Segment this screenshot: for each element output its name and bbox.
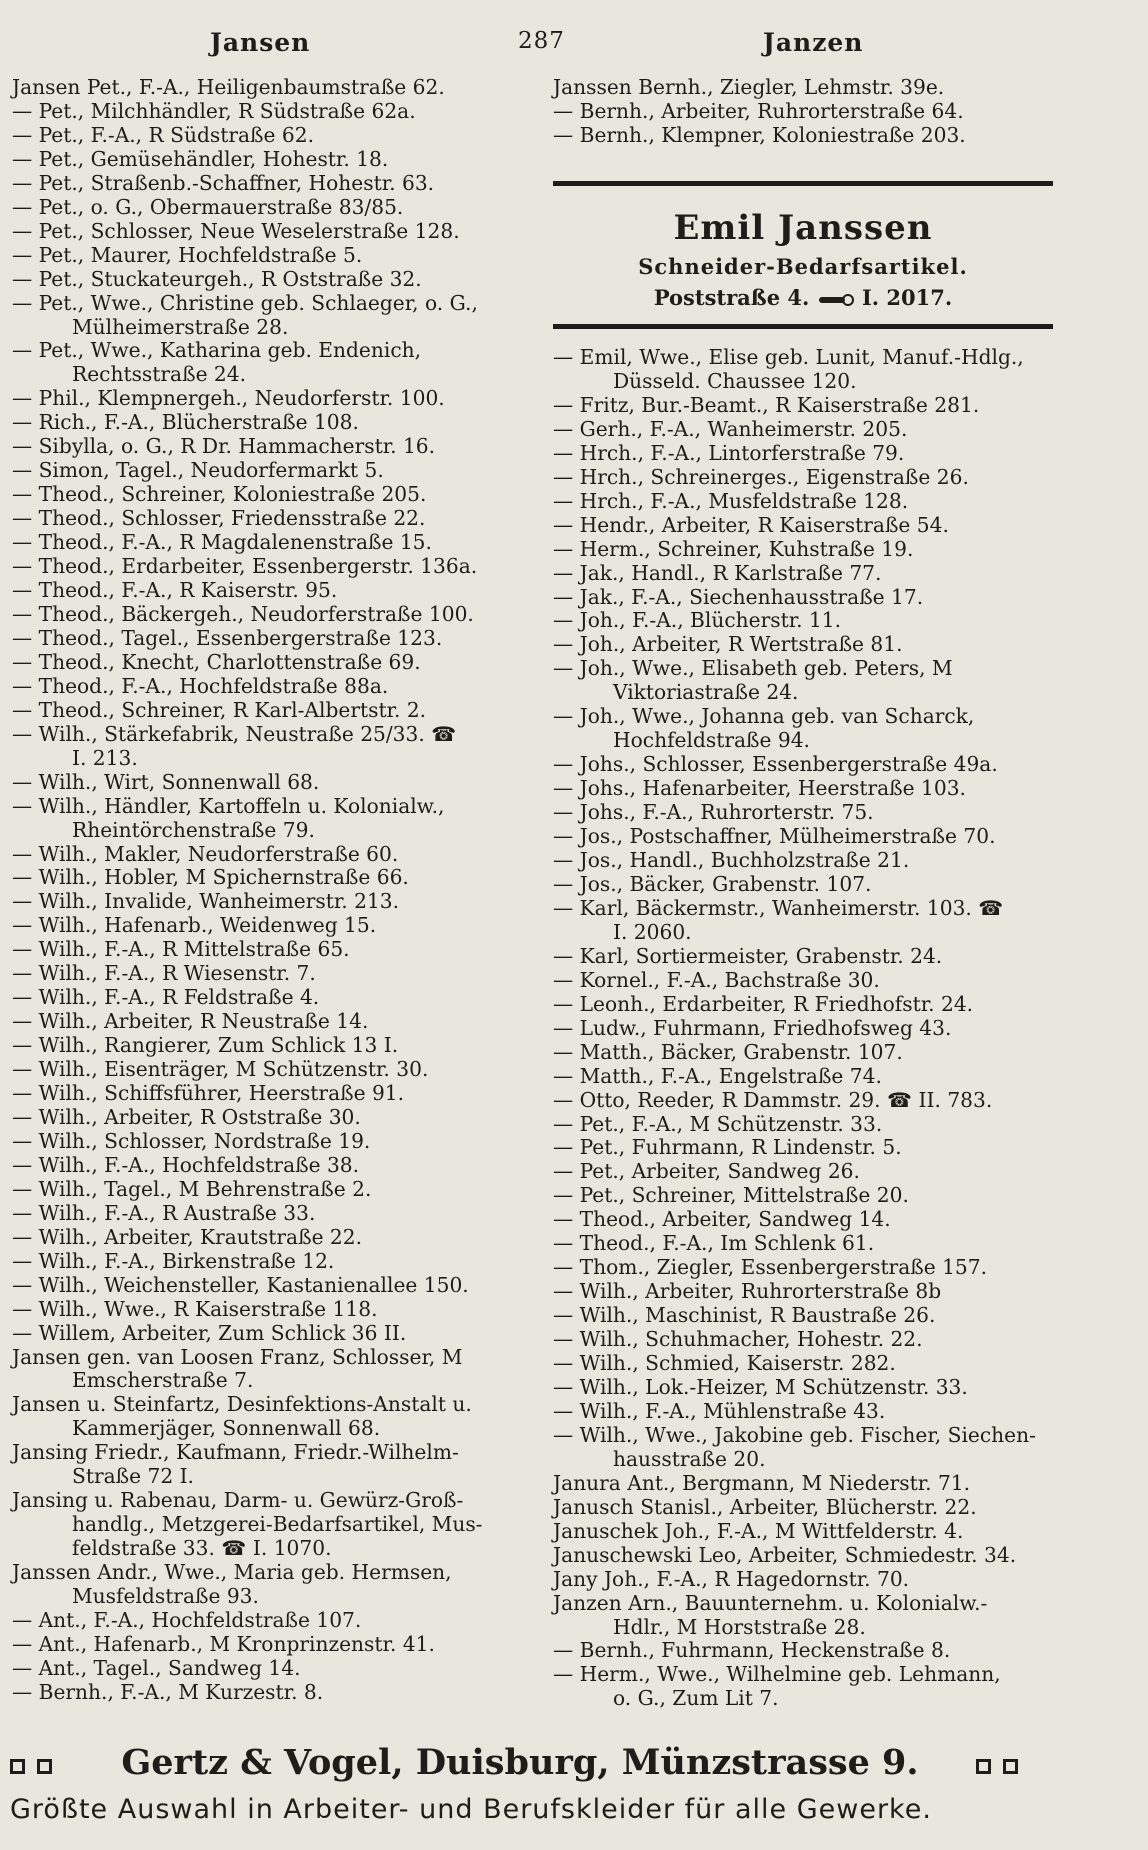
- square-bullet-icon: [37, 1759, 52, 1774]
- directory-entry-line: — Matth., Bäcker, Grabenstr. 107.: [553, 1039, 903, 1064]
- directory-entry-line: Kammerjäger, Sonnenwall 68.: [72, 1416, 381, 1441]
- directory-entry-line: — Fritz, Bur.-Beamt., R Kaiserstraße 281.: [553, 392, 980, 417]
- directory-entry-line: — Karl, Bäckermstr., Wanheimerstr. 103. ☎: [553, 895, 1004, 920]
- footer-company: Gertz & Vogel, Duisburg, Münzstrasse 9.: [121, 1742, 919, 1783]
- directory-entry-line: Emscherstraße 7.: [72, 1368, 254, 1393]
- directory-entry-line: — Theod., Tagel., Essenbergerstraße 123.: [12, 625, 443, 650]
- footer-slogan: Größte Auswahl in Arbeiter- und Berufskleider für alle Gewerke.: [10, 1794, 932, 1825]
- square-bullet-icon: [1003, 1759, 1018, 1774]
- directory-entry-line: — Wilh., Arbeiter, R Oststraße 30.: [12, 1104, 361, 1129]
- right-column-bottom: [553, 346, 1053, 1711]
- directory-entry-line: — Pet., F.-A., M Schützenstr. 33.: [553, 1111, 883, 1136]
- directory-entry-line: — Wilh., Wirt, Sonnenwall 68.: [12, 769, 320, 794]
- directory-entry-line: — Wilh., Wwe., Jakobine geb. Fischer, Siechen-: [553, 1422, 1036, 1447]
- directory-entry-line: — Johs., F.-A., Ruhrorterstr. 75.: [553, 800, 874, 825]
- directory-entry-line: — Jak., F.-A., Siechenhausstraße 17.: [553, 584, 924, 609]
- directory-entry-line: — Wilh., Arbeiter, R Neustraße 14.: [12, 1009, 369, 1034]
- directory-entry-line: — Simon, Tagel., Neudorfermarkt 5.: [12, 458, 384, 483]
- square-bullet-icon: [10, 1759, 25, 1774]
- directory-entry-line: — Kornel., F.-A., Bachstraße 30.: [553, 967, 880, 992]
- directory-entry-line: feldstraße 33. ☎ I. 1070.: [72, 1536, 332, 1561]
- directory-entry-line: — Joh., Wwe., Elisabeth geb. Peters, M: [553, 656, 953, 681]
- directory-entry-line: — Wilh., Weichensteller, Kastanienallee 150.: [12, 1272, 469, 1297]
- directory-entry-line: — Wilh., Rangierer, Zum Schlick 13 I.: [12, 1033, 399, 1058]
- directory-entry-line: — Johs., Hafenarbeiter, Heerstraße 103.: [553, 776, 966, 801]
- directory-entry-line: — Pet., Schlosser, Neue Weselerstraße 128.: [12, 218, 460, 243]
- directory-entry-line: — Sibylla, o. G., R Dr. Hammacherstr. 16.: [12, 434, 436, 459]
- directory-entry-line: — Ant., Hafenarb., M Kronprinzenstr. 41.: [12, 1631, 435, 1656]
- directory-entry-line: — Hrch., F.-A., Lintorferstraße 79.: [553, 440, 905, 465]
- directory-entry-line: — Jos., Postschaffner, Mülheimerstraße 70.: [553, 824, 996, 849]
- directory-entry-line: — Hrch., F.-A., Musfeldstraße 128.: [553, 488, 909, 513]
- directory-entry-line: — Joh., Wwe., Johanna geb. van Scharck,: [553, 704, 975, 729]
- directory-entry-line: — Herm., Schreiner, Kuhstraße 19.: [553, 536, 914, 561]
- directory-entry-line: Mülheimerstraße 28.: [72, 314, 289, 339]
- directory-entry-line: Jansen u. Steinfartz, Desinfektions-Anstalt u.: [12, 1392, 472, 1417]
- directory-entry-line: — Thom., Ziegler, Essenbergerstraße 157.: [553, 1255, 988, 1280]
- directory-entry-line: — Wilh., Arbeiter, Ruhrorterstraße 8b: [553, 1279, 942, 1304]
- directory-entry-line: — Pet., F.-A., R Südstraße 62.: [12, 122, 315, 147]
- directory-entry-line: Janzen Arn., Bauunternehm. u. Kolonialw.-: [553, 1590, 988, 1615]
- directory-entry-line: — Theod., Schlosser, Friedensstraße 22.: [12, 506, 426, 531]
- directory-entry-line: — Wilh., Hobler, M Spichernstraße 66.: [12, 865, 409, 890]
- directory-entry-line: — Pet., Milchhändler, R Südstraße 62a.: [12, 98, 416, 123]
- directory-entry-line: — Rich., F.-A., Blücherstraße 108.: [12, 410, 359, 435]
- directory-entry-line: — Emil, Wwe., Elise geb. Lunit, Manuf.-Hdlg.,: [553, 345, 1024, 369]
- directory-entry-line: Rheintörchenstraße 79.: [72, 817, 315, 842]
- directory-entry-line: — Ant., F.-A., Hochfeldstraße 107.: [12, 1608, 362, 1632]
- directory-entry-line: — Otto, Reeder, R Dammstr. 29. ☎ II. 783.: [553, 1087, 993, 1112]
- footer-line1-row: [10, 1742, 1030, 1783]
- header-right-keyword: Janzen: [763, 28, 864, 57]
- ad-name: Emil Janssen: [673, 208, 933, 248]
- directory-entry-line: Straße 72 I.: [72, 1464, 194, 1489]
- directory-entry-line: — Pet., Arbeiter, Sandweg 26.: [553, 1159, 860, 1184]
- directory-entry-line: — Pet., o. G., Obermauerstraße 83/85.: [12, 194, 404, 219]
- directory-entry-line: Hdlr., M Horststraße 28.: [613, 1614, 866, 1639]
- directory-entry-line: — Pet., Stuckateurgeh., R Oststraße 32.: [12, 266, 422, 291]
- ad-address-line: [553, 285, 1053, 310]
- directory-entry-line: — Bernh., Fuhrmann, Heckenstraße 8.: [553, 1638, 951, 1663]
- directory-entry-line: Jansen Pet., F.-A., Heiligenbaumstraße 62.: [12, 75, 445, 99]
- directory-entry-line: — Jak., Handl., R Karlstraße 77.: [553, 560, 882, 585]
- advertisement-emil-janssen: [553, 181, 1053, 329]
- directory-entry-line: — Wilh., Wwe., R Kaiserstraße 118.: [12, 1296, 378, 1321]
- directory-entry-line: — Joh., Arbeiter, R Wertstraße 81.: [553, 632, 903, 657]
- directory-entry-line: — Bernh., F.-A., M Kurzestr. 8.: [12, 1679, 324, 1704]
- directory-entry-line: — Theod., F.-A., R Magdalenenstraße 15.: [12, 530, 432, 555]
- directory-entry-line: Jansing u. Rabenau, Darm- u. Gewürz-Groß-: [12, 1488, 464, 1513]
- directory-entry-line: — Bernh., Arbeiter, Ruhrorterstraße 64.: [553, 98, 964, 123]
- directory-entry-line: Januschewski Leo, Arbeiter, Schmiedestr. 34.: [553, 1542, 1017, 1567]
- directory-entry-line: — Pet., Gemüsehändler, Hohestr. 18.: [12, 146, 389, 171]
- directory-entry-line: Jany Joh., F.-A., R Hagedornstr. 70.: [553, 1566, 910, 1591]
- directory-entry-line: o. G., Zum Lit 7.: [613, 1686, 779, 1711]
- directory-entry-line: — Hendr., Arbeiter, R Kaiserstraße 54.: [553, 512, 949, 537]
- directory-entry-line: — Ant., Tagel., Sandweg 14.: [12, 1655, 301, 1680]
- directory-entry-line: — Wilh., Händler, Kartoffeln u. Kolonialw.,: [12, 793, 445, 818]
- directory-entry-line: — Ludw., Fuhrmann, Friedhofsweg 43.: [553, 1015, 952, 1040]
- directory-entry-line: — Theod., Arbeiter, Sandweg 14.: [553, 1207, 891, 1232]
- directory-entry-line: — Pet., Fuhrmann, R Lindenstr. 5.: [553, 1135, 902, 1160]
- directory-entry-line: — Wilh., F.-A., R Feldstraße 4.: [12, 985, 320, 1010]
- ad-phone: I. 2017.: [861, 285, 953, 310]
- directory-entry-line: — Wilh., Eisenträger, M Schützenstr. 30.: [12, 1057, 429, 1082]
- directory-entry-line: — Theod., F.-A., R Kaiserstr. 95.: [12, 578, 338, 603]
- directory-entry-line: hausstraße 20.: [613, 1446, 766, 1471]
- directory-entry-line: Januschek Joh., F.-A., M Wittfelderstr. 4.: [553, 1518, 964, 1543]
- directory-entry-line: — Wilh., F.-A., Birkenstraße 12.: [12, 1248, 335, 1273]
- footer-bullets-left: [10, 1742, 64, 1783]
- directory-entry-line: — Theod., Schreiner, R Karl-Albertstr. 2.: [12, 697, 427, 722]
- directory-entry-line: — Theod., Knecht, Charlottenstraße 69.: [12, 649, 421, 674]
- square-bullet-icon: [976, 1759, 991, 1774]
- page-number: 287: [518, 28, 565, 54]
- directory-entry-line: — Theod., F.-A., Hochfeldstraße 88a.: [12, 673, 389, 698]
- directory-entry-line: — Karl, Sortiermeister, Grabenstr. 24.: [553, 943, 943, 968]
- directory-entry-line: — Wilh., Schmied, Kaiserstr. 282.: [553, 1351, 896, 1376]
- directory-entry-line: — Wilh., F.-A., R Austraße 33.: [12, 1200, 316, 1225]
- directory-entry-line: I. 213.: [72, 745, 138, 770]
- directory-entry-line: Jansing Friedr., Kaufmann, Friedr.-Wilhelm-: [12, 1440, 459, 1465]
- directory-entry-line: Düsseld. Chaussee 120.: [613, 368, 857, 393]
- directory-entry-line: — Pet., Maurer, Hochfeldstraße 5.: [12, 242, 363, 267]
- directory-entry-line: Musfeldstraße 93.: [72, 1584, 259, 1609]
- ad-address: Poststraße 4.: [653, 285, 810, 310]
- directory-entry-line: — Wilh., Lok.-Heizer, M Schützenstr. 33.: [553, 1374, 968, 1399]
- directory-entry-line: — Wilh., Arbeiter, Krautstraße 22.: [12, 1224, 363, 1249]
- directory-entry-line: — Hrch., Schreinerges., Eigenstraße 26.: [553, 464, 969, 489]
- directory-entry-line: — Pet., Wwe., Christine geb. Schlaeger, o. G.,: [12, 290, 478, 315]
- left-column: [12, 76, 547, 1705]
- directory-entry-line: Janssen Andr., Wwe., Maria geb. Hermsen,: [12, 1560, 452, 1585]
- directory-entry-line: — Jos., Handl., Buchholzstraße 21.: [553, 848, 910, 873]
- directory-entry-line: — Theod., Erdarbeiter, Essenbergerstr. 136a.: [12, 554, 478, 579]
- directory-entry-line: — Pet., Straßenb.-Schaffner, Hohestr. 63.: [12, 170, 435, 195]
- directory-entry-line: Janusch Stanisl., Arbeiter, Blücherstr. 22.: [553, 1494, 977, 1519]
- directory-entry-line: — Theod., Bäckergeh., Neudorferstraße 100.: [12, 601, 474, 626]
- directory-entry-line: handlg., Metzgerei-Bedarfsartikel, Mus-: [72, 1512, 483, 1537]
- directory-entry-line: Janura Ant., Bergmann, M Niederstr. 71.: [553, 1470, 971, 1495]
- telephone-icon: [817, 293, 855, 307]
- right-column-top: [553, 76, 1053, 148]
- directory-entry-line: — Wilh., Stärkefabrik, Neustraße 25/33. ☎: [12, 721, 457, 746]
- directory-entry-line: I. 2060.: [613, 919, 692, 944]
- footer-advertisement: [0, 1736, 1148, 1850]
- directory-entry-line: — Wilh., Invalide, Wanheimerstr. 213.: [12, 889, 400, 914]
- directory-entry-line: — Wilh., Maschinist, R Baustraße 26.: [553, 1303, 936, 1328]
- directory-entry-line: — Herm., Wwe., Wilhelmine geb. Lehmann,: [553, 1662, 1001, 1687]
- directory-entry-line: Jansen gen. van Loosen Franz, Schlosser, M: [12, 1344, 463, 1369]
- directory-entry-line: — Pet., Schreiner, Mittelstraße 20.: [553, 1183, 909, 1208]
- directory-entry-line: Hochfeldstraße 94.: [613, 728, 810, 753]
- directory-entry-line: — Wilh., Schlosser, Nordstraße 19.: [12, 1128, 371, 1153]
- header-left-keyword: Jansen: [210, 28, 311, 57]
- directory-entry-line: — Phil., Klempnergeh., Neudorferstr. 100.: [12, 386, 445, 411]
- directory-entry-line: — Wilh., Hafenarb., Weidenweg 15.: [12, 913, 377, 938]
- directory-entry-line: — Leonh., Erdarbeiter, R Friedhofstr. 24.: [553, 991, 974, 1016]
- footer-bullets-right: [976, 1742, 1030, 1783]
- directory-entry-line: — Pet., Wwe., Katharina geb. Endenich,: [12, 338, 422, 363]
- directory-entry-line: — Wilh., Makler, Neudorferstraße 60.: [12, 841, 399, 866]
- directory-entry-line: — Bernh., Klempner, Koloniestraße 203.: [553, 122, 966, 147]
- directory-entry-line: — Wilh., Schuhmacher, Hohestr. 22.: [553, 1327, 923, 1352]
- directory-entry-line: — Willem, Arbeiter, Zum Schlick 36 II.: [12, 1320, 407, 1345]
- directory-entry-line: — Wilh., F.-A., Mühlenstraße 43.: [553, 1398, 886, 1423]
- directory-entry-line: — Theod., Schreiner, Koloniestraße 205.: [12, 482, 427, 507]
- directory-entry-line: — Jos., Bäcker, Grabenstr. 107.: [553, 871, 872, 896]
- directory-entry-line: — Joh., F.-A., Blücherstr. 11.: [553, 608, 842, 633]
- directory-entry-line: Janssen Bernh., Ziegler, Lehmstr. 39e.: [553, 75, 945, 99]
- directory-entry-line: — Wilh., F.-A., R Wiesenstr. 7.: [12, 961, 316, 986]
- directory-entry-line: Rechtsstraße 24.: [72, 362, 247, 387]
- directory-entry-line: — Gerh., F.-A., Wanheimerstr. 205.: [553, 416, 908, 441]
- directory-entry-line: Viktoriastraße 24.: [613, 680, 799, 705]
- directory-entry-line: — Theod., F.-A., Im Schlenk 61.: [553, 1231, 875, 1256]
- directory-entry-line: — Wilh., Schiffsführer, Heerstraße 91.: [12, 1081, 405, 1106]
- directory-entry-line: — Matth., F.-A., Engelstraße 74.: [553, 1063, 882, 1088]
- directory-entry-line: — Wilh., F.-A., R Mittelstraße 65.: [12, 937, 350, 962]
- directory-entry-line: — Wilh., Tagel., M Behrenstraße 2.: [12, 1176, 372, 1201]
- directory-entry-line: — Wilh., F.-A., Hochfeldstraße 38.: [12, 1152, 360, 1177]
- ad-subtitle: Schneider-Bedarfsartikel.: [638, 254, 968, 279]
- directory-entry-line: — Johs., Schlosser, Essenbergerstraße 49a.: [553, 752, 998, 777]
